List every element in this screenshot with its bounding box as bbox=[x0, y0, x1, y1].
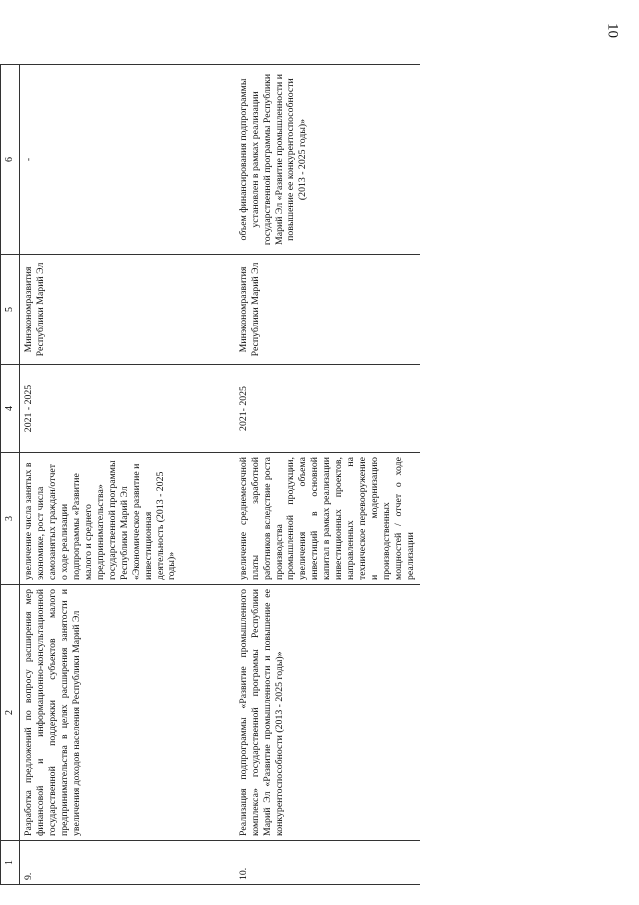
column-header: 2 bbox=[1, 585, 20, 841]
executor-cell: Минэкономразвития Республики Марий Эл bbox=[235, 255, 420, 365]
column-header: 5 bbox=[1, 255, 20, 365]
column-header: 6 bbox=[1, 65, 20, 255]
column-header: 1 bbox=[1, 841, 20, 885]
measures-table-container bbox=[0, 65, 530, 885]
table-row bbox=[235, 65, 420, 885]
page-number: 10 bbox=[604, 23, 621, 38]
row-number: 9. bbox=[20, 841, 235, 885]
period-cell: 2021- 2025 bbox=[235, 365, 420, 453]
table-header-row bbox=[1, 65, 20, 885]
period-cell: 2021 - 2025 bbox=[20, 365, 235, 453]
table-row bbox=[20, 65, 235, 885]
measure-cell: Разработка предложений по вопросу расширения мер финансовой и информационно-консультационной государственной поддержки субъектов малого предпринимательства в целях расширения занятости и увеличения доходов населения Республики Марий Эл bbox=[20, 585, 235, 841]
column-header: 3 bbox=[1, 453, 20, 585]
funding-cell: - bbox=[20, 65, 235, 255]
row-number: 10. bbox=[235, 841, 420, 885]
measures-table bbox=[0, 64, 420, 885]
result-cell: увеличение числа занятых в экономике, рост числа самозанятых граждан/отчет о ходе реализации подпрограммы «Развитие малого и среднего предпринимательства» государственной программы Республики Марий Эл «Экономическое развитие и инвестиционная деятельность (2013 - 2025 годы)» bbox=[20, 453, 235, 585]
funding-cell: объем финансирования подпрограммы установлен в рамках реализации государственной программы Республики Марий Эл «Развитие промышленности и повышение ее конкурентоспособности (2013 - 2025 годы)» bbox=[235, 65, 420, 255]
result-cell: увеличение среднемесячной платы заработной работников вследствие роста производства промышленной продукции, увеличения объема инвестиций в основной капитал в рамках реализации инвестиционных проектов, направленных на техническое перевооружение и модернизацию производственных мощностей / отчет о ходе реализации bbox=[235, 453, 420, 585]
column-header: 4 bbox=[1, 365, 20, 453]
measure-cell: Реализация подпрограммы «Развитие промышленного комплекса» государственной программы Республики Марий Эл «Развитие промышленности и повышение ее конкурентоспособности (2013 - 2025 годы)» bbox=[235, 585, 420, 841]
executor-cell: Минэкономразвития Республики Марий Эл bbox=[20, 255, 235, 365]
